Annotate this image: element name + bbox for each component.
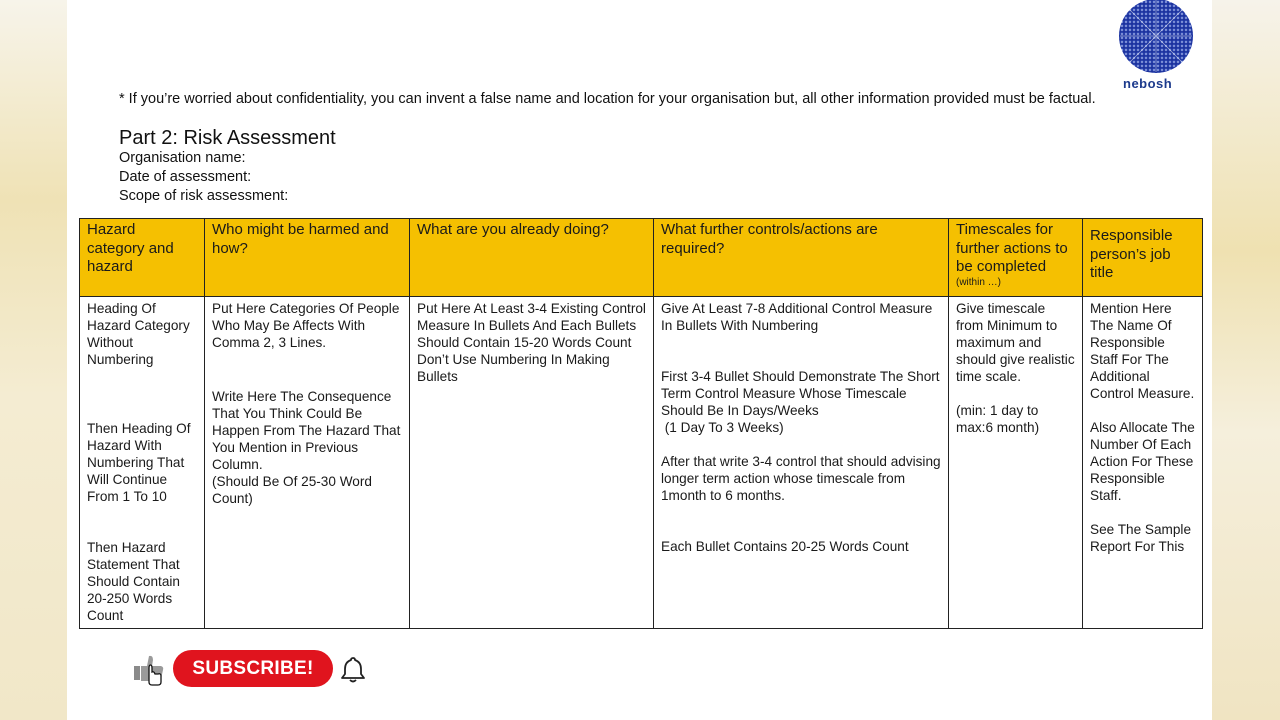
header-timescales-note: (within …) (956, 276, 1002, 288)
further-text-4: After that write 3-4 control that should advising longer term action whose timescale from 1month to 6 months. (661, 454, 941, 503)
table-row (80, 297, 1203, 629)
doing-text-2: Don’t Use Numbering In Making Bullets (417, 352, 610, 384)
date-label: Date of assessment: (119, 169, 252, 185)
section-title: Part 2: Risk Assessment (119, 127, 336, 149)
bell-icon[interactable] (340, 655, 366, 683)
who-text-2: Write Here The Consequence That You Think Could Be Happen From The Hazard That You Mention in Previous Column. (212, 389, 401, 472)
header-responsible: Responsible person’s job title (1083, 219, 1203, 297)
who-text-1: Put Here Categories Of People Who May Be Affects With Comma 2, 3 Lines. (212, 301, 400, 350)
header-further-controls: What further controls/actions are required? (654, 219, 949, 297)
cell-responsible (1083, 297, 1203, 629)
cell-already-doing (410, 297, 654, 629)
scope-label: Scope of risk assessment: (119, 188, 289, 204)
subscribe-overlay (133, 650, 373, 690)
left-background-strip (0, 0, 67, 720)
cell-further-controls (654, 297, 949, 629)
hazard-text-3: Then Hazard Statement That Should Contain 20-250 Words Count (87, 540, 180, 623)
further-text-1: Give At Least 7-8 Additional Control Measure In Bullets With Numbering (661, 301, 933, 333)
subscribe-button[interactable]: SUBSCRIBE! (173, 650, 333, 687)
responsible-text-2: Also Allocate The Number Of Each Action For These Responsible Staff. (1090, 420, 1195, 503)
further-text-3: (1 Day To 3 Weeks) (661, 420, 784, 435)
responsible-text-3: See The Sample Report For This (1090, 522, 1192, 554)
table-header-row (80, 219, 1203, 297)
right-background-strip (1212, 0, 1280, 720)
doing-text-1: Put Here At Least 3-4 Existing Control Measure In Bullets And Each Bullets Should Contain 15-20 Words Count (417, 301, 646, 350)
header-timescales-text: Timescales for further actions to be completed (956, 221, 1068, 275)
risk-assessment-table (79, 218, 1203, 629)
timescale-text-1: Give timescale from Minimum to maximum and should give realistic time scale. (956, 301, 1075, 384)
responsible-text-1: Mention Here The Name Of Responsible Staff For The Additional Control Measure. (1090, 301, 1195, 401)
logo-wordmark: nebosh (1123, 76, 1173, 91)
hazard-text-1: Heading Of Hazard Category Without Numbering (87, 301, 190, 367)
timescale-text-2: (min: 1 day to max:6 month) (956, 403, 1040, 435)
cell-who-harmed (205, 297, 410, 629)
further-text-5: Each Bullet Contains 20-25 Words Count (661, 539, 909, 554)
confidentiality-note: * If you’re worried about confidentiality, you can invent a false name and location for your organisation but, all other information provided must be factual. (119, 91, 1096, 107)
header-hazard: Hazard category and hazard (80, 219, 205, 297)
hazard-text-2: Then Heading Of Hazard With Numbering That Will Continue From 1 To 10 (87, 421, 191, 504)
thumbs-up-cursor-icon[interactable] (133, 652, 169, 690)
cell-timescales (949, 297, 1083, 629)
org-name-label: Organisation name: (119, 150, 246, 166)
header-already-doing: What are you already doing? (410, 219, 654, 297)
who-text-3: (Should Be Of 25-30 Word Count) (212, 474, 372, 506)
further-text-2: First 3-4 Bullet Should Demonstrate The Short Term Control Measure Whose Timescale Should Be In Days/Weeks (661, 369, 940, 418)
header-who-harmed: Who might be harmed and how? (205, 219, 410, 297)
cell-hazard (80, 297, 205, 629)
header-timescales (949, 219, 1083, 297)
